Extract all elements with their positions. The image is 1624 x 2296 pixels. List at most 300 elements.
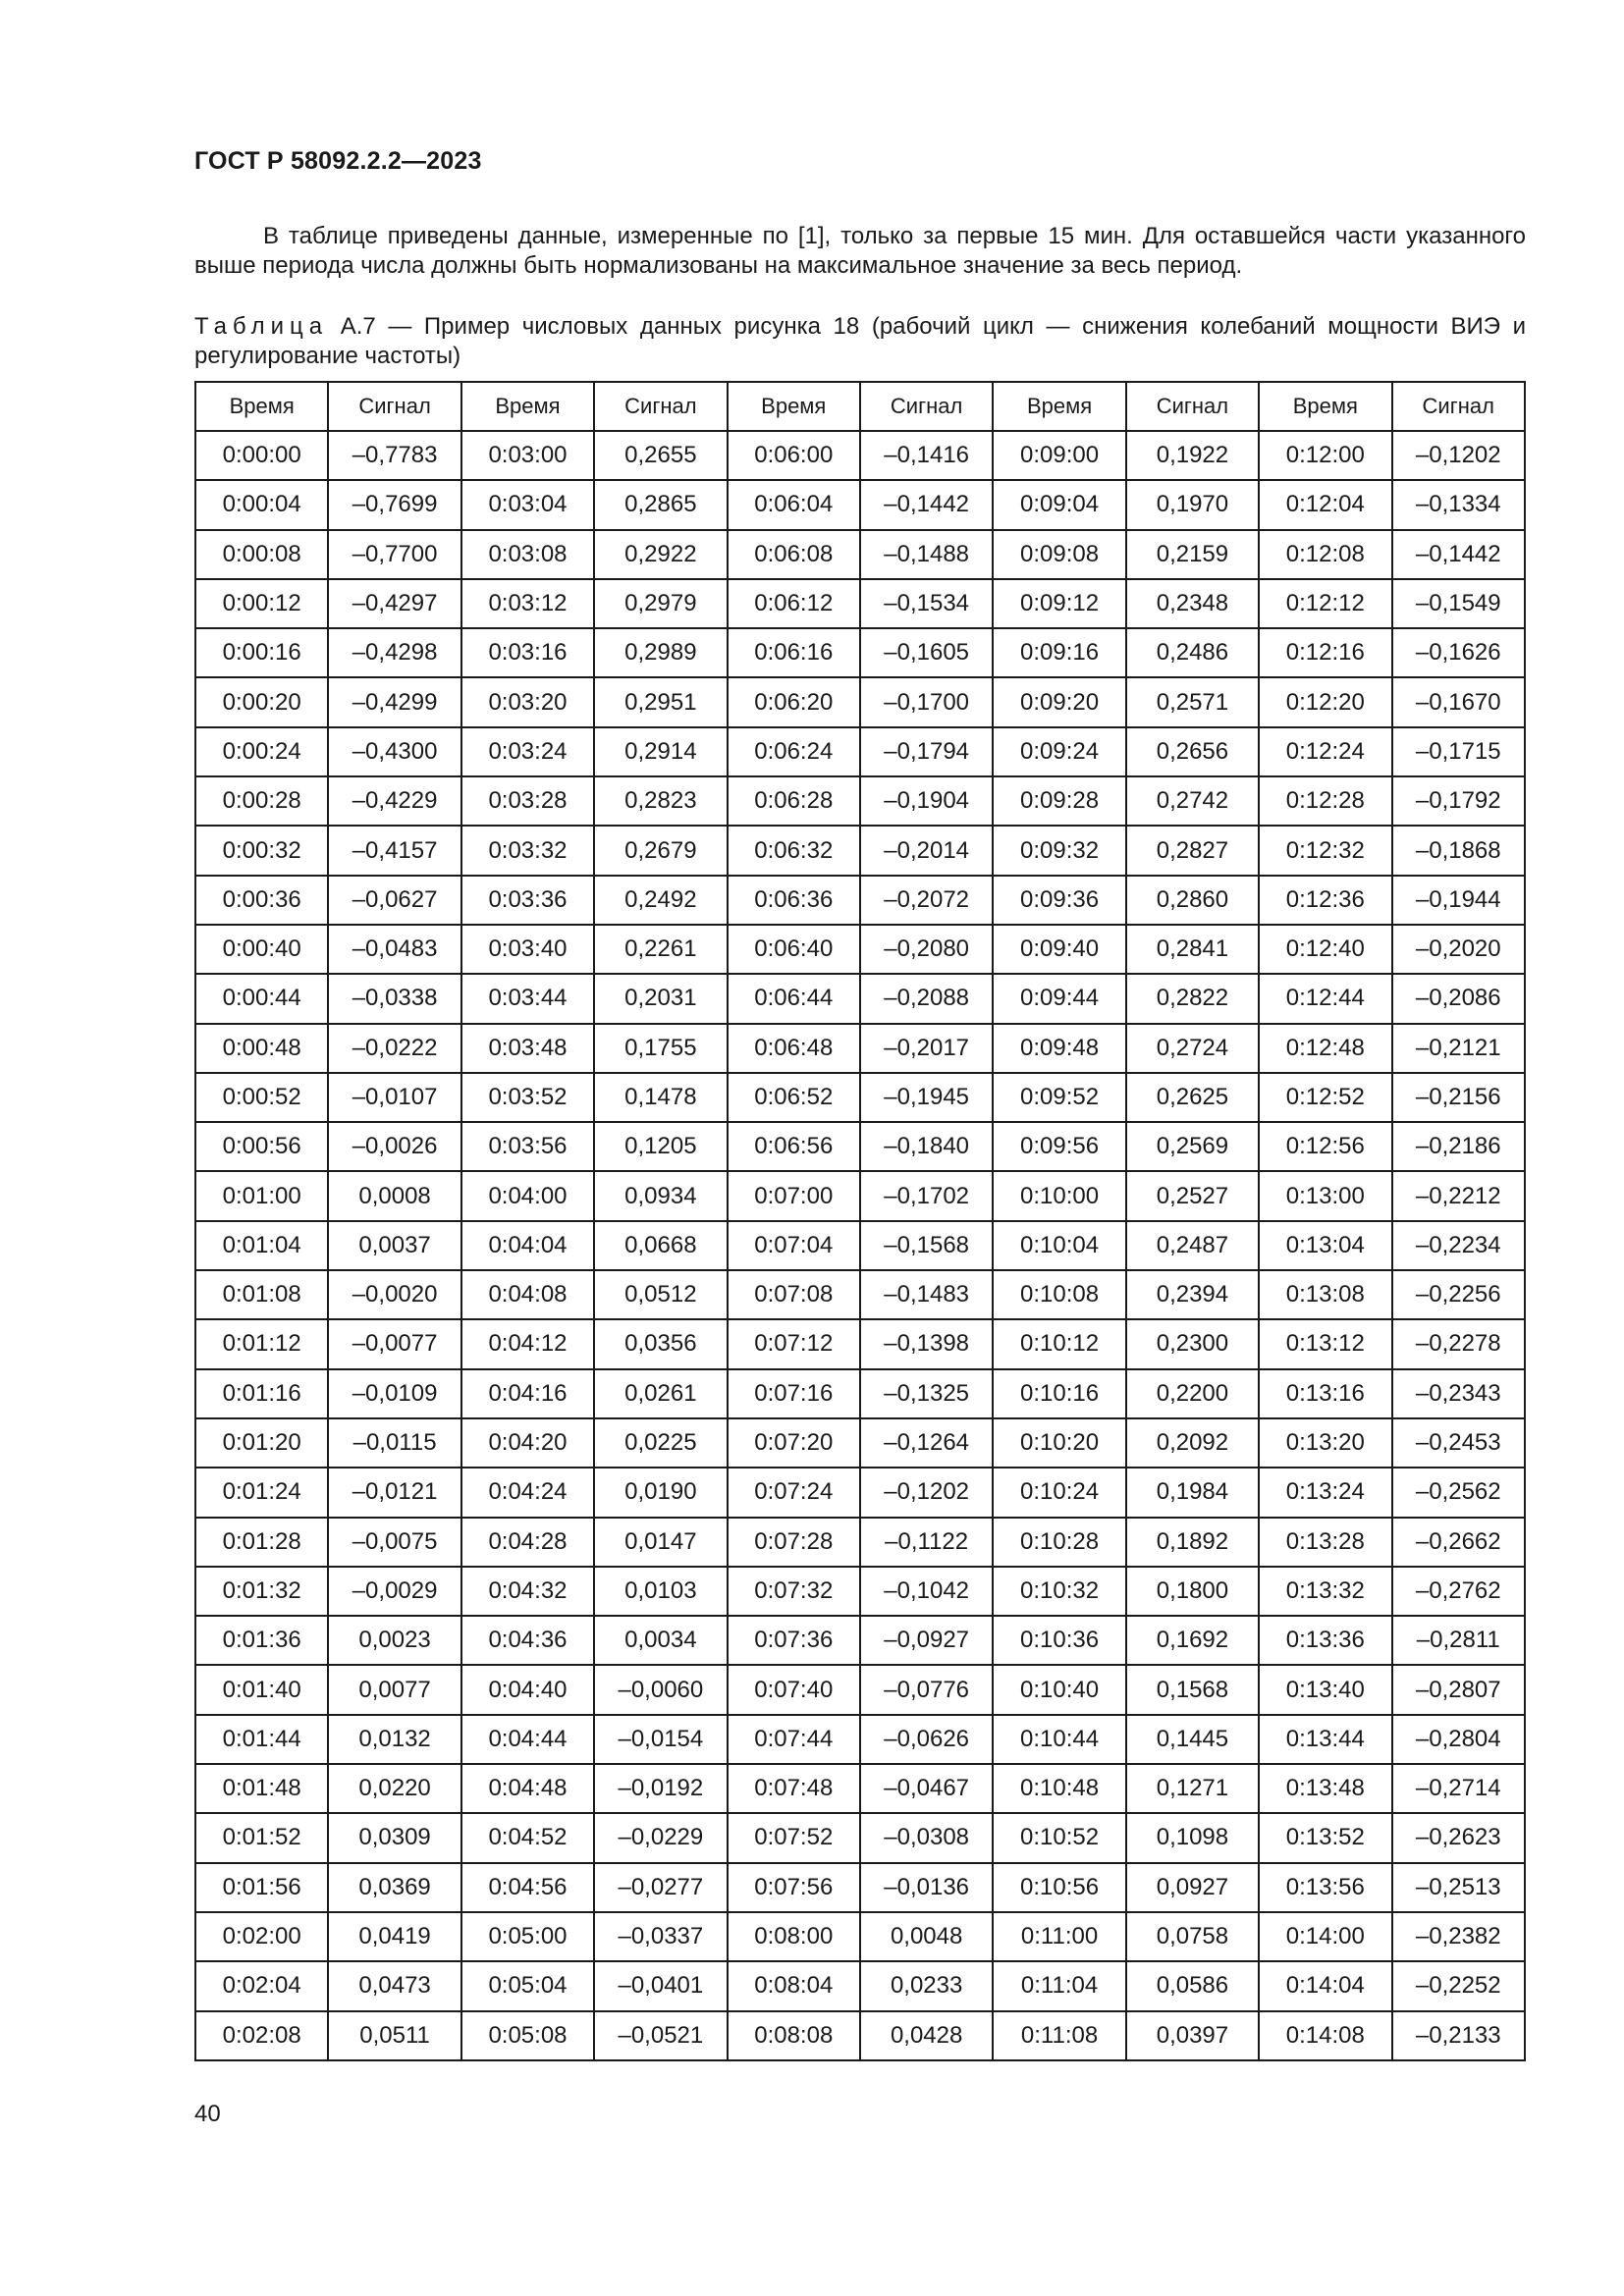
signal-cell: –0,1794 (860, 727, 993, 776)
signal-cell: 0,2625 (1126, 1073, 1259, 1122)
time-cell: 0:07:16 (728, 1369, 860, 1418)
signal-cell: –0,2252 (1392, 1961, 1525, 2010)
signal-cell: –0,0521 (594, 2011, 727, 2060)
time-cell: 0:06:24 (728, 727, 860, 776)
signal-cell: –0,0627 (328, 876, 460, 925)
signal-cell: –0,2186 (1392, 1122, 1525, 1171)
time-cell: 0:04:24 (461, 1468, 594, 1517)
time-cell: 0:06:12 (728, 579, 860, 628)
table-row (195, 677, 1525, 726)
signal-cell: –0,2807 (1392, 1665, 1525, 1714)
table-row (195, 1073, 1525, 1122)
time-cell: 0:00:52 (195, 1073, 328, 1122)
time-cell: 0:07:36 (728, 1616, 860, 1665)
time-cell: 0:06:56 (728, 1122, 860, 1171)
signal-cell: –0,0020 (328, 1270, 460, 1319)
signal-cell: 0,0758 (1126, 1912, 1259, 1961)
signal-cell: –0,7699 (328, 480, 460, 529)
time-cell: 0:03:08 (461, 530, 594, 579)
time-cell: 0:13:04 (1259, 1221, 1391, 1270)
signal-cell: –0,0075 (328, 1518, 460, 1567)
signal-cell: 0,2031 (594, 974, 727, 1023)
signal-cell: –0,0192 (594, 1764, 727, 1813)
time-cell: 0:03:24 (461, 727, 594, 776)
time-cell: 0:12:04 (1259, 480, 1391, 529)
signal-cell: 0,0927 (1126, 1863, 1259, 1912)
signal-cell: 0,0132 (328, 1715, 460, 1764)
time-cell: 0:07:40 (728, 1665, 860, 1714)
signal-cell: 0,2200 (1126, 1369, 1259, 1418)
time-cell: 0:04:44 (461, 1715, 594, 1764)
time-cell: 0:09:32 (993, 826, 1125, 875)
signal-cell: –0,2623 (1392, 1813, 1525, 1862)
time-cell: 0:00:16 (195, 628, 328, 677)
time-cell: 0:00:40 (195, 925, 328, 974)
time-cell: 0:06:52 (728, 1073, 860, 1122)
signal-cell: –0,1202 (860, 1468, 993, 1517)
time-cell: 0:04:20 (461, 1418, 594, 1468)
table-row (195, 925, 1525, 974)
time-cell: 0:12:12 (1259, 579, 1391, 628)
signal-cell: –0,1483 (860, 1270, 993, 1319)
time-cell: 0:10:24 (993, 1468, 1125, 1517)
time-cell: 0:08:08 (728, 2011, 860, 2060)
signal-cell: 0,1271 (1126, 1764, 1259, 1813)
signal-cell: –0,0060 (594, 1665, 727, 1714)
signal-cell: 0,2655 (594, 431, 727, 480)
signal-cell: 0,2951 (594, 677, 727, 726)
signal-cell: –0,7783 (328, 431, 460, 480)
time-cell: 0:07:20 (728, 1418, 860, 1468)
time-cell: 0:11:08 (993, 2011, 1125, 2060)
time-cell: 0:12:32 (1259, 826, 1391, 875)
signal-cell: 0,2656 (1126, 727, 1259, 776)
signal-cell: –0,2212 (1392, 1171, 1525, 1220)
time-cell: 0:07:04 (728, 1221, 860, 1270)
time-cell: 0:02:04 (195, 1961, 328, 2010)
signal-cell: –0,4157 (328, 826, 460, 875)
signal-cell: –0,2278 (1392, 1319, 1525, 1368)
signal-cell: 0,0934 (594, 1171, 727, 1220)
time-cell: 0:03:20 (461, 677, 594, 726)
table-row (195, 628, 1525, 677)
signal-cell: –0,4229 (328, 776, 460, 826)
signal-cell: –0,0029 (328, 1567, 460, 1616)
time-cell: 0:13:20 (1259, 1418, 1391, 1468)
time-cell: 0:09:04 (993, 480, 1125, 529)
table-caption-prefix: Таблица (194, 313, 329, 340)
signal-cell: 0,0473 (328, 1961, 460, 2010)
time-cell: 0:01:20 (195, 1418, 328, 1468)
time-cell: 0:09:08 (993, 530, 1125, 579)
signal-cell: 0,0190 (594, 1468, 727, 1517)
time-cell: 0:08:04 (728, 1961, 860, 2010)
time-cell: 0:00:20 (195, 677, 328, 726)
time-cell: 0:04:28 (461, 1518, 594, 1567)
signal-cell: –0,0222 (328, 1024, 460, 1073)
table-row (195, 1369, 1525, 1418)
signal-cell: 0,2092 (1126, 1418, 1259, 1468)
table-row (195, 776, 1525, 826)
time-cell: 0:13:44 (1259, 1715, 1391, 1764)
time-cell: 0:04:00 (461, 1171, 594, 1220)
time-cell: 0:09:20 (993, 677, 1125, 726)
column-header: Время (728, 382, 860, 431)
signal-cell: 0,0008 (328, 1171, 460, 1220)
time-cell: 0:03:28 (461, 776, 594, 826)
time-cell: 0:06:48 (728, 1024, 860, 1073)
time-cell: 0:04:52 (461, 1813, 594, 1862)
signal-cell: 0,0034 (594, 1616, 727, 1665)
time-cell: 0:01:44 (195, 1715, 328, 1764)
table-row (195, 530, 1525, 579)
signal-cell: –0,0136 (860, 1863, 993, 1912)
time-cell: 0:05:04 (461, 1961, 594, 2010)
signal-cell: 0,1892 (1126, 1518, 1259, 1567)
time-cell: 0:04:32 (461, 1567, 594, 1616)
signal-cell: –0,1904 (860, 776, 993, 826)
document-id-header: ГОСТ Р 58092.2.2—2023 (194, 147, 482, 175)
time-cell: 0:14:08 (1259, 2011, 1391, 2060)
table-row (195, 1863, 1525, 1912)
signal-cell: –0,2714 (1392, 1764, 1525, 1813)
signal-cell: –0,2382 (1392, 1912, 1525, 1961)
time-cell: 0:07:08 (728, 1270, 860, 1319)
signal-cell: 0,2486 (1126, 628, 1259, 677)
table-row (195, 2011, 1525, 2060)
time-cell: 0:00:48 (195, 1024, 328, 1073)
time-cell: 0:12:56 (1259, 1122, 1391, 1171)
table-row (195, 826, 1525, 875)
table-row (195, 1024, 1525, 1073)
time-cell: 0:01:56 (195, 1863, 328, 1912)
time-cell: 0:04:48 (461, 1764, 594, 1813)
signal-cell: –0,2453 (1392, 1418, 1525, 1468)
time-cell: 0:12:24 (1259, 727, 1391, 776)
signal-cell: –0,1944 (1392, 876, 1525, 925)
signal-cell: 0,0586 (1126, 1961, 1259, 2010)
time-cell: 0:01:24 (195, 1468, 328, 1517)
signal-cell: 0,2159 (1126, 530, 1259, 579)
signal-cell: 0,2742 (1126, 776, 1259, 826)
signal-cell: –0,2020 (1392, 925, 1525, 974)
time-cell: 0:09:12 (993, 579, 1125, 628)
signal-cell: 0,0147 (594, 1518, 727, 1567)
time-cell: 0:03:12 (461, 579, 594, 628)
signal-cell: –0,4300 (328, 727, 460, 776)
time-cell: 0:04:16 (461, 1369, 594, 1418)
signal-cell: 0,2989 (594, 628, 727, 677)
time-cell: 0:01:48 (195, 1764, 328, 1813)
table-row (195, 1221, 1525, 1270)
time-cell: 0:00:24 (195, 727, 328, 776)
time-cell: 0:06:08 (728, 530, 860, 579)
time-cell: 0:09:24 (993, 727, 1125, 776)
time-cell: 0:09:28 (993, 776, 1125, 826)
signal-cell: 0,0428 (860, 2011, 993, 2060)
table-row (195, 1715, 1525, 1764)
time-cell: 0:01:08 (195, 1270, 328, 1319)
time-cell: 0:00:36 (195, 876, 328, 925)
table-row (195, 1912, 1525, 1961)
signal-cell: –0,0121 (328, 1468, 460, 1517)
signal-cell: 0,2571 (1126, 677, 1259, 726)
time-cell: 0:07:12 (728, 1319, 860, 1368)
signal-cell: 0,0037 (328, 1221, 460, 1270)
time-cell: 0:13:32 (1259, 1567, 1391, 1616)
time-cell: 0:10:56 (993, 1863, 1125, 1912)
data-table (194, 381, 1526, 2061)
signal-cell: –0,2811 (1392, 1616, 1525, 1665)
time-cell: 0:07:32 (728, 1567, 860, 1616)
time-cell: 0:10:40 (993, 1665, 1125, 1714)
time-cell: 0:09:00 (993, 431, 1125, 480)
table-row (195, 1418, 1525, 1468)
time-cell: 0:13:08 (1259, 1270, 1391, 1319)
time-cell: 0:03:52 (461, 1073, 594, 1122)
time-cell: 0:07:52 (728, 1813, 860, 1862)
signal-cell: –0,1264 (860, 1418, 993, 1468)
column-header: Время (993, 382, 1125, 431)
signal-cell: –0,1626 (1392, 628, 1525, 677)
time-cell: 0:05:08 (461, 2011, 594, 2060)
signal-cell: –0,2804 (1392, 1715, 1525, 1764)
time-cell: 0:07:44 (728, 1715, 860, 1764)
signal-cell: –0,0467 (860, 1764, 993, 1813)
signal-cell: –0,1398 (860, 1319, 993, 1368)
signal-cell: –0,0109 (328, 1369, 460, 1418)
signal-cell: 0,0512 (594, 1270, 727, 1319)
column-header: Сигнал (594, 382, 727, 431)
signal-cell: –0,1945 (860, 1073, 993, 1122)
signal-cell: 0,0511 (328, 2011, 460, 2060)
signal-cell: –0,4298 (328, 628, 460, 677)
time-cell: 0:10:28 (993, 1518, 1125, 1567)
signal-cell: 0,0356 (594, 1319, 727, 1368)
signal-cell: 0,0103 (594, 1567, 727, 1616)
time-cell: 0:06:16 (728, 628, 860, 677)
signal-cell: –0,0927 (860, 1616, 993, 1665)
table-row (195, 1468, 1525, 1517)
time-cell: 0:03:56 (461, 1122, 594, 1171)
table-row (195, 974, 1525, 1023)
signal-cell: –0,7700 (328, 530, 460, 579)
signal-cell: 0,2300 (1126, 1319, 1259, 1368)
signal-cell: 0,1205 (594, 1122, 727, 1171)
table-row (195, 1518, 1525, 1567)
signal-cell: 0,2348 (1126, 579, 1259, 628)
column-header: Сигнал (1126, 382, 1259, 431)
table-row (195, 727, 1525, 776)
signal-cell: –0,2086 (1392, 974, 1525, 1023)
signal-cell: –0,0483 (328, 925, 460, 974)
time-cell: 0:04:04 (461, 1221, 594, 1270)
table-row (195, 480, 1525, 529)
time-cell: 0:03:40 (461, 925, 594, 974)
signal-cell: –0,1534 (860, 579, 993, 628)
time-cell: 0:03:36 (461, 876, 594, 925)
table-row (195, 1171, 1525, 1220)
signal-cell: –0,0277 (594, 1863, 727, 1912)
signal-cell: –0,1605 (860, 628, 993, 677)
page-number: 40 (194, 2101, 221, 2127)
signal-cell: –0,1840 (860, 1122, 993, 1171)
table-row (195, 1270, 1525, 1319)
time-cell: 0:13:12 (1259, 1319, 1391, 1368)
signal-cell: –0,2080 (860, 925, 993, 974)
time-cell: 0:07:48 (728, 1764, 860, 1813)
column-header: Сигнал (328, 382, 460, 431)
signal-cell: 0,2841 (1126, 925, 1259, 974)
signal-cell: –0,1122 (860, 1518, 993, 1567)
time-cell: 0:09:56 (993, 1122, 1125, 1171)
signal-cell: –0,1702 (860, 1171, 993, 1220)
signal-cell: –0,2256 (1392, 1270, 1525, 1319)
signal-cell: –0,0337 (594, 1912, 727, 1961)
signal-cell: –0,1568 (860, 1221, 993, 1270)
time-cell: 0:06:32 (728, 826, 860, 875)
time-cell: 0:01:40 (195, 1665, 328, 1714)
signal-cell: 0,1970 (1126, 480, 1259, 529)
column-header: Сигнал (860, 382, 993, 431)
table-row (195, 1665, 1525, 1714)
time-cell: 0:12:16 (1259, 628, 1391, 677)
time-cell: 0:07:24 (728, 1468, 860, 1517)
time-cell: 0:01:32 (195, 1567, 328, 1616)
signal-cell: –0,2234 (1392, 1221, 1525, 1270)
signal-cell: 0,2823 (594, 776, 727, 826)
time-cell: 0:09:16 (993, 628, 1125, 677)
signal-cell: 0,1568 (1126, 1665, 1259, 1714)
signal-cell: –0,2121 (1392, 1024, 1525, 1073)
signal-cell: –0,0026 (328, 1122, 460, 1171)
signal-cell: 0,0309 (328, 1813, 460, 1862)
time-cell: 0:11:00 (993, 1912, 1125, 1961)
time-cell: 0:01:16 (195, 1369, 328, 1418)
table-row (195, 1813, 1525, 1862)
time-cell: 0:07:00 (728, 1171, 860, 1220)
time-cell: 0:13:16 (1259, 1369, 1391, 1418)
signal-cell: –0,0626 (860, 1715, 993, 1764)
signal-cell: 0,2569 (1126, 1122, 1259, 1171)
signal-cell: –0,2762 (1392, 1567, 1525, 1616)
signal-cell: –0,1202 (1392, 431, 1525, 480)
table-row (195, 1319, 1525, 1368)
time-cell: 0:11:04 (993, 1961, 1125, 2010)
time-cell: 0:03:48 (461, 1024, 594, 1073)
time-cell: 0:13:40 (1259, 1665, 1391, 1714)
signal-cell: –0,0338 (328, 974, 460, 1023)
signal-cell: –0,2513 (1392, 1863, 1525, 1912)
time-cell: 0:04:36 (461, 1616, 594, 1665)
signal-cell: 0,0220 (328, 1764, 460, 1813)
signal-cell: –0,1416 (860, 431, 993, 480)
signal-cell: –0,2156 (1392, 1073, 1525, 1122)
signal-cell: 0,0225 (594, 1418, 727, 1468)
time-cell: 0:10:48 (993, 1764, 1125, 1813)
time-cell: 0:02:08 (195, 2011, 328, 2060)
signal-cell: 0,0077 (328, 1665, 460, 1714)
table-row (195, 431, 1525, 480)
signal-cell: 0,1098 (1126, 1813, 1259, 1862)
time-cell: 0:13:56 (1259, 1863, 1391, 1912)
signal-cell: 0,1922 (1126, 431, 1259, 480)
time-cell: 0:12:00 (1259, 431, 1391, 480)
time-cell: 0:10:08 (993, 1270, 1125, 1319)
signal-cell: 0,2914 (594, 727, 727, 776)
time-cell: 0:04:56 (461, 1863, 594, 1912)
time-cell: 0:09:44 (993, 974, 1125, 1023)
signal-cell: –0,1334 (1392, 480, 1525, 529)
column-header: Время (461, 382, 594, 431)
signal-cell: 0,2922 (594, 530, 727, 579)
time-cell: 0:06:40 (728, 925, 860, 974)
time-cell: 0:03:04 (461, 480, 594, 529)
time-cell: 0:04:12 (461, 1319, 594, 1368)
time-cell: 0:04:40 (461, 1665, 594, 1714)
time-cell: 0:10:00 (993, 1171, 1125, 1220)
time-cell: 0:06:44 (728, 974, 860, 1023)
signal-cell: –0,0401 (594, 1961, 727, 2010)
time-cell: 0:01:12 (195, 1319, 328, 1368)
signal-cell: –0,1792 (1392, 776, 1525, 826)
signal-cell: –0,2014 (860, 826, 993, 875)
signal-cell: –0,1670 (1392, 677, 1525, 726)
time-cell: 0:06:00 (728, 431, 860, 480)
time-cell: 0:12:44 (1259, 974, 1391, 1023)
signal-cell: –0,4297 (328, 579, 460, 628)
time-cell: 0:09:48 (993, 1024, 1125, 1073)
time-cell: 0:12:52 (1259, 1073, 1391, 1122)
time-cell: 0:00:12 (195, 579, 328, 628)
signal-cell: 0,1478 (594, 1073, 727, 1122)
signal-cell: –0,1488 (860, 530, 993, 579)
table-row (195, 579, 1525, 628)
signal-cell: –0,2017 (860, 1024, 993, 1073)
time-cell: 0:13:52 (1259, 1813, 1391, 1862)
time-cell: 0:10:20 (993, 1418, 1125, 1468)
time-cell: 0:06:28 (728, 776, 860, 826)
time-cell: 0:08:00 (728, 1912, 860, 1961)
signal-cell: –0,2343 (1392, 1369, 1525, 1418)
time-cell: 0:03:44 (461, 974, 594, 1023)
time-cell: 0:07:28 (728, 1518, 860, 1567)
table-row (195, 1961, 1525, 2010)
signal-cell: 0,2724 (1126, 1024, 1259, 1073)
time-cell: 0:14:00 (1259, 1912, 1391, 1961)
signal-cell: –0,1042 (860, 1567, 993, 1616)
signal-cell: 0,2860 (1126, 876, 1259, 925)
signal-cell: –0,0229 (594, 1813, 727, 1862)
table-row (195, 1616, 1525, 1665)
signal-cell: –0,0077 (328, 1319, 460, 1368)
signal-cell: 0,0261 (594, 1369, 727, 1418)
signal-cell: 0,2679 (594, 826, 727, 875)
time-cell: 0:00:56 (195, 1122, 328, 1171)
signal-cell: –0,2662 (1392, 1518, 1525, 1567)
signal-cell: –0,2072 (860, 876, 993, 925)
table-row (195, 1764, 1525, 1813)
signal-cell: 0,0419 (328, 1912, 460, 1961)
time-cell: 0:09:36 (993, 876, 1125, 925)
time-cell: 0:09:52 (993, 1073, 1125, 1122)
time-cell: 0:03:00 (461, 431, 594, 480)
time-cell: 0:10:52 (993, 1813, 1125, 1862)
time-cell: 0:01:52 (195, 1813, 328, 1862)
time-cell: 0:00:08 (195, 530, 328, 579)
signal-cell: 0,2979 (594, 579, 727, 628)
signal-cell: 0,2487 (1126, 1221, 1259, 1270)
